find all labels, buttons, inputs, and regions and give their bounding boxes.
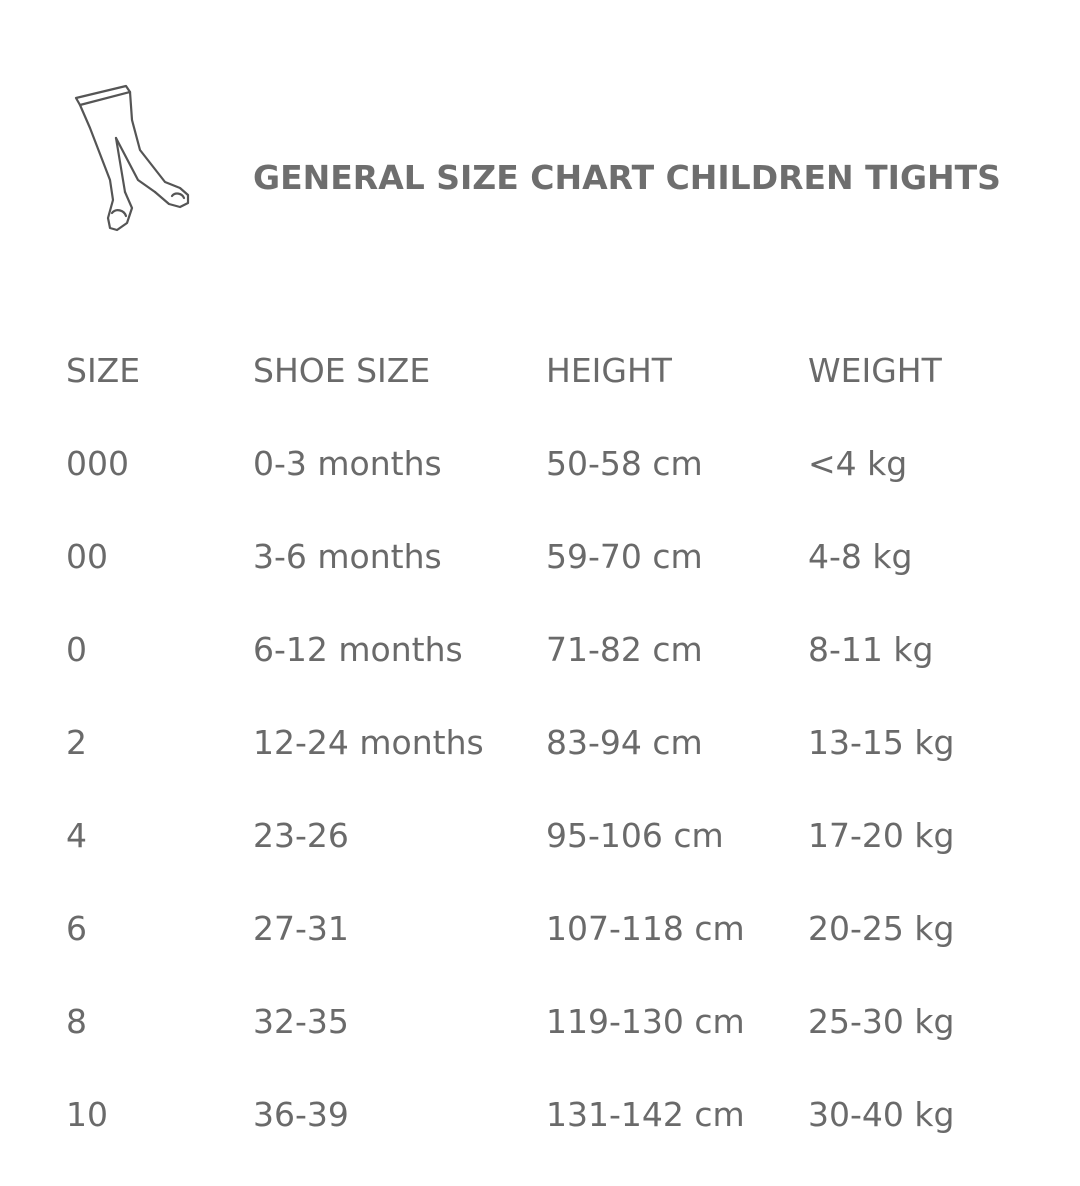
cell-size: 00 (66, 537, 108, 576)
cell-shoe-size: 32-35 (253, 1002, 349, 1041)
cell-size: 8 (66, 1002, 87, 1041)
table-row (0, 1090, 1080, 1140)
table-row (0, 997, 1080, 1047)
cell-shoe-size: 23-26 (253, 816, 349, 855)
cell-weight: 30-40 kg (808, 1095, 955, 1134)
cell-height: 50-58 cm (546, 444, 703, 483)
cell-size: 6 (66, 909, 87, 948)
cell-shoe-size: 27-31 (253, 909, 349, 948)
cell-height: 83-94 cm (546, 723, 703, 762)
tights-icon (70, 80, 200, 240)
cell-size: 0 (66, 630, 87, 669)
cell-shoe-size: 36-39 (253, 1095, 349, 1134)
cell-shoe-size: 12-24 months (253, 723, 484, 762)
cell-weight: 17-20 kg (808, 816, 955, 855)
cell-shoe-size: 6-12 months (253, 630, 463, 669)
table-row (0, 718, 1080, 768)
table-row (0, 625, 1080, 675)
cell-weight: <4 kg (808, 444, 908, 483)
header-size: SIZE (66, 351, 141, 390)
cell-height: 119-130 cm (546, 1002, 745, 1041)
cell-size: 10 (66, 1095, 108, 1134)
table-row (0, 811, 1080, 861)
cell-size: 4 (66, 816, 87, 855)
table-header-row (0, 346, 1080, 396)
header-weight: WEIGHT (808, 351, 942, 390)
cell-height: 71-82 cm (546, 630, 703, 669)
cell-size: 2 (66, 723, 87, 762)
header-shoe-size: SHOE SIZE (253, 351, 431, 390)
table-row (0, 532, 1080, 582)
table-row (0, 904, 1080, 954)
cell-size: 000 (66, 444, 129, 483)
cell-shoe-size: 0-3 months (253, 444, 442, 483)
cell-weight: 4-8 kg (808, 537, 913, 576)
cell-height: 95-106 cm (546, 816, 724, 855)
cell-weight: 13-15 kg (808, 723, 955, 762)
cell-weight: 20-25 kg (808, 909, 955, 948)
page-title: GENERAL SIZE CHART CHILDREN TIGHTS (253, 158, 1001, 197)
cell-shoe-size: 3-6 months (253, 537, 442, 576)
cell-weight: 25-30 kg (808, 1002, 955, 1041)
cell-height: 59-70 cm (546, 537, 703, 576)
cell-weight: 8-11 kg (808, 630, 934, 669)
cell-height: 107-118 cm (546, 909, 745, 948)
table-row (0, 439, 1080, 489)
header-height: HEIGHT (546, 351, 672, 390)
cell-height: 131-142 cm (546, 1095, 745, 1134)
